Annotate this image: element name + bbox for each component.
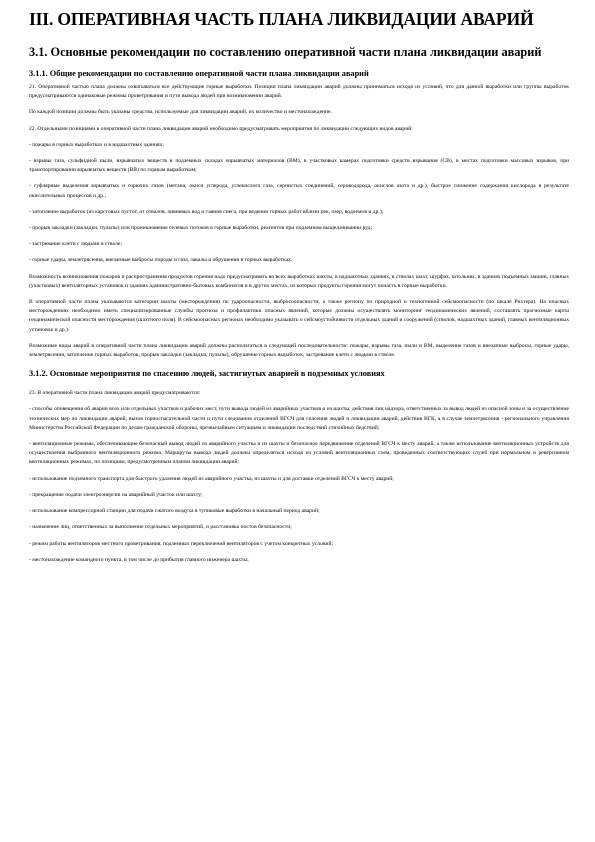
paragraph: - вентиляционные режимы, обеспечивающие безопасный вывод людей из аварийного участка и из шахты и безопасное передвижение отделений ВГСЧ к месту аварий, а также использование вентиляционных устройств для осуществления выбранного вентиляционного режима. Маршруты вывода людей должны определяться исходя из условий вентиляционных схем, проведенных соответствующих служб при нормальном и реверсивном вентиляционных режимах, по позициям, предусмотренным планом ликвидации аварий;	[29, 441, 569, 466]
page-title: III. ОПЕРАТИВНАЯ ЧАСТЬ ПЛАНА ЛИКВИДАЦИИ АВАРИЙ	[29, 9, 534, 29]
paragraph: - прекращение подачи электроэнергии на аварийный участок или шахту;	[29, 491, 203, 498]
paragraph: - горные удары, землетрясения, внезапные выбросы породы и газа, завалы и обрушения в горных выработках.	[29, 257, 293, 264]
paragraph: - способы оповещения об аварии всех или отдельных участков и рабочих мест, пути вывода людей из аварийных участков и из шахты, действия лиц надзора, ответственных за вывод людей из опасной зоны и за осуществление технических мер по ликвидации аварий, вызов горноспасательной части и пути следования отделений ВГСЧ для спасения людей и ликвидации аварий, действия ВГК, а в случае землетрясения - регионального управления Министерства Российской Федерации по делам гражданской обороны, чрезвычайным ситуациям и ликвидации последствий стихийных бедствий;	[29, 406, 569, 431]
paragraph: - затопление выработок (из карстовых пустот, от отвалов, ливневых вод и таяния снега, при ведении горных работ вблизи рек, озер, водоемов и др.);	[29, 208, 384, 215]
document-page	[29, 0, 569, 842]
paragraph: - использование компрессорной станции для подачи сжатого воздуха в тупиковые выработки в начальный период аварий;	[29, 508, 320, 515]
paragraph: - использование подземного транспорта для быстрого удаления людей из аварийного участка, из шахты и для доставки отделений ВГСЧ к месту аварий;	[29, 475, 394, 482]
subsection-heading: 3.1.1. Общие рекомендации по составлению оперативной части плана ликвидации аварий	[29, 69, 369, 78]
paragraph: - пожары в горных выработках и в надшахтных зданиях;	[29, 141, 164, 148]
paragraph: - режим работы вентиляторов местного проветривания, подземных переключений вентиляторов с учетом конкретных условий;	[29, 540, 334, 547]
paragraph: 21. Оперативной частью плана должны охватываться все действующие горные выработки. Позиции плана ликвидации аварий должны приниматься исходя из условий, что для данной выработки или группы выработок предусматриваются одинаковые режимы проветривания и пути вывода людей при возникновении аварий.	[29, 84, 569, 100]
paragraph: 23. В оперативной части плана ликвидации аварий предусматриваются:	[29, 390, 201, 397]
paragraph: - прорыв закладки (закладки, пульпы) или проникновение селевых потоков в горные выработки, реагентов при подземном выщелачивании руд;	[29, 225, 373, 232]
paragraph: - взрывы газа, сульфидной пыли, взрывчатых веществ в подземных складах взрывчатых материалов (ВМ), в участковых камерах подготовки средств взрывания (СВ), в местах подготовки массовых взрывов, при транспортировании взрывчатых веществ (ВВ) по горным выработкам;	[29, 158, 569, 174]
paragraph: - назначение лиц, ответственных за выполнение отдельных мероприятий, и расстановка постов безопасности;	[29, 524, 292, 531]
paragraph: В оперативной части плана указываются категории шахты (месторождения) по удароопасности, выбросоопасности, а также региону по природной и техногенной сейсмоопасности (по шкале Рихтера). На опасных месторождениях необходимо иметь специализированные службы прогноза и профилактики опасных явлений, которые должны осуществлять мониторинг геодинамических явлений, составлять прогнозные карты геодинамической опасности месторождения (шахтного поля). В сейсмоопасных регионах необходимо указывать о сейсмоустойчивости отдельных зданий и сооружений (стволов, надшахтных зданий, главных вентиляционных установок и др.).	[29, 299, 569, 333]
paragraph: 22. Отдельными позициями в оперативной части плана ликвидации аварий необходимо предусматривать мероприятия по ликвидации следующих видов аварий:	[29, 125, 413, 132]
paragraph: - застревание клети с людьми в стволе;	[29, 241, 122, 248]
paragraph: - местонахождение командного пункта, в том числе до прибытия главного инженера шахты;	[29, 556, 249, 563]
subsection-body	[29, 83, 569, 360]
subsection-body	[29, 389, 569, 565]
paragraph: По каждой позиции должны быть указаны средства, используемые для ликвидации аварий, их количество и местонахождение.	[29, 109, 332, 116]
section-heading: 3.1. Основные рекомендации по составлению оперативной части плана ликвидации аварий	[29, 45, 542, 59]
subsection-heading: 3.1.2. Основные мероприятия по спасению людей, застигнутых аварией в подземных условиях	[29, 369, 385, 379]
paragraph: - суфлярные выделения взрывчатых и горючих газов (метана, окиси углерода, углекислого газа, сернистых соединений, сероводорода, окислов азота и др.), быстрое снижение содержания кислорода в результате окислительных процессов и др.;	[29, 183, 569, 199]
paragraph: Возможные виды аварий в оперативной части плана ликвидации аварий должны располагаться в следующей последовательности: пожары, взрывы газа, пыли и ВМ, выделение газов и внезапные выбросы, горные удары, землетрясения, затопление горных выработок, прорыв закладки (закладки, пульпы), обрушение горных выработок, застревание клети с людьми в стволе.	[29, 342, 569, 359]
paragraph: Возможность возникновения пожаров и распространения продуктов горения надо предусматривать во всех выработках шахты, в надшахтных зданиях, в стволах шахт, шурфах, штольнях, в зданиях подъемных машин, главных (участковых) вентиляторных установок и зданиях административно-бытовых комбинатов и в других местах, из которых продукты горения могут попасть в горные выработки.	[29, 273, 569, 289]
